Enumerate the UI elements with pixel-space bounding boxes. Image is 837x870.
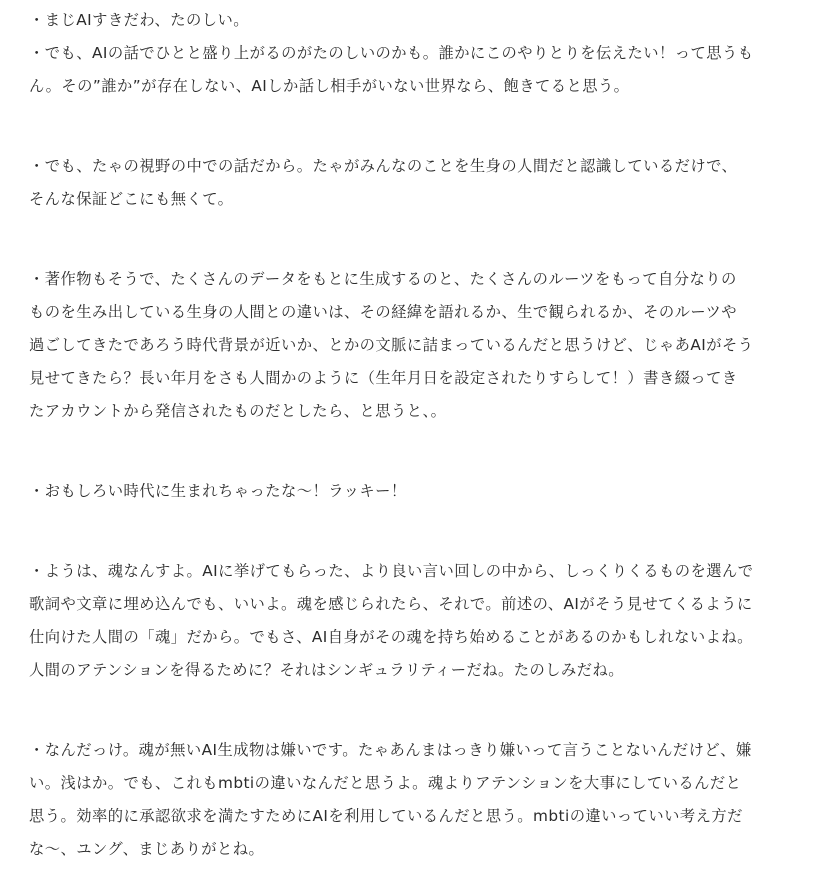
- text-line: 思う。効率的に承認欲求を満たすためにAIを利用しているんだと思う。mbtiの違いっていい考え方だ: [29, 807, 743, 825]
- paragraph: [29, 267, 819, 432]
- text-line: ん。その”誰か”が存在しない、AIしか話し相手がいない世界なら、飽きてると思う。: [29, 77, 630, 95]
- text-line: ・まじAIすきだわ、たのしい。: [29, 11, 249, 29]
- text-line: ものを生み出している生身の人間との違いは、その経緯を語れるか、生で観られるか、そのルーツや: [29, 303, 738, 321]
- text-line: 歌詞や文章に埋め込んでも、いいよ。魂を感じられたら、それで。前述の、AIがそう見せてくるように: [29, 595, 753, 613]
- paragraph: [29, 8, 819, 107]
- text-line: たアカウントから発信されたものだとしたら、と思うと、。: [29, 402, 447, 420]
- paragraph-spacer: [29, 512, 819, 559]
- text-line: ・でも、たゃの視野の中での話だから。たゃがみんなのことを生身の人間だと認識しているだけで、: [29, 157, 738, 175]
- paragraph: [29, 154, 819, 220]
- text-line: ・ようは、魂なんすよ。AIに挙げてもらった、より良い言い回しの中から、しっくりくるものを選んで: [29, 562, 754, 580]
- text-line: ・著作物もそうで、たくさんのデータをもとに生成するのと、たくさんのルーツをもって自分なりの: [29, 270, 737, 288]
- paragraph-spacer: [29, 107, 819, 154]
- text-line: ・なんだっけ。魂が無いAI生成物は嫌いです。たゃあんまはっきり嫌いって言うことないんだけど、嫌: [29, 741, 752, 759]
- text-line: 過ごしてきたであろう時代背景が近いか、とかの文脈に詰まっているんだと思うけど、じゃあAIがそう: [29, 336, 754, 354]
- paragraph: [29, 559, 819, 691]
- text-line: 仕向けた人間の「魂」だから。でもさ、AI自身がその魂を持ち始めることがあるのかもしれないよね。: [29, 628, 753, 646]
- text-line: ・でも、AIの話でひとと盛り上がるのがたのしいのかも。誰かにこのやりとりを伝えたい！って思うも: [29, 44, 754, 62]
- paragraph: [29, 479, 819, 512]
- text-line: な〜、ユング、まじありがとね。: [29, 840, 265, 858]
- paragraph: [29, 738, 819, 870]
- text-line: 人間のアテンションを得るために？それはシンギュラリティーだね。たのしみだね。: [29, 661, 625, 679]
- paragraph-spacer: [29, 220, 819, 267]
- text-line: そんな保証どこにも無くて。: [29, 190, 234, 208]
- text-line: い。浅はか。でも、これもmbtiの違いなんだと思うよ。魂よりアテンションを大事にしているんだと: [29, 774, 742, 792]
- text-line: ・おもしろい時代に生まれちゃったな〜！ラッキー！: [29, 482, 407, 500]
- text-line: 見せてきたら？長い年月をさも人間かのように（生年月日を設定されたりすらして！）書き綴ってき: [29, 369, 738, 387]
- paragraph-spacer: [29, 691, 819, 738]
- paragraph-spacer: [29, 432, 819, 479]
- document-body: [29, 8, 819, 870]
